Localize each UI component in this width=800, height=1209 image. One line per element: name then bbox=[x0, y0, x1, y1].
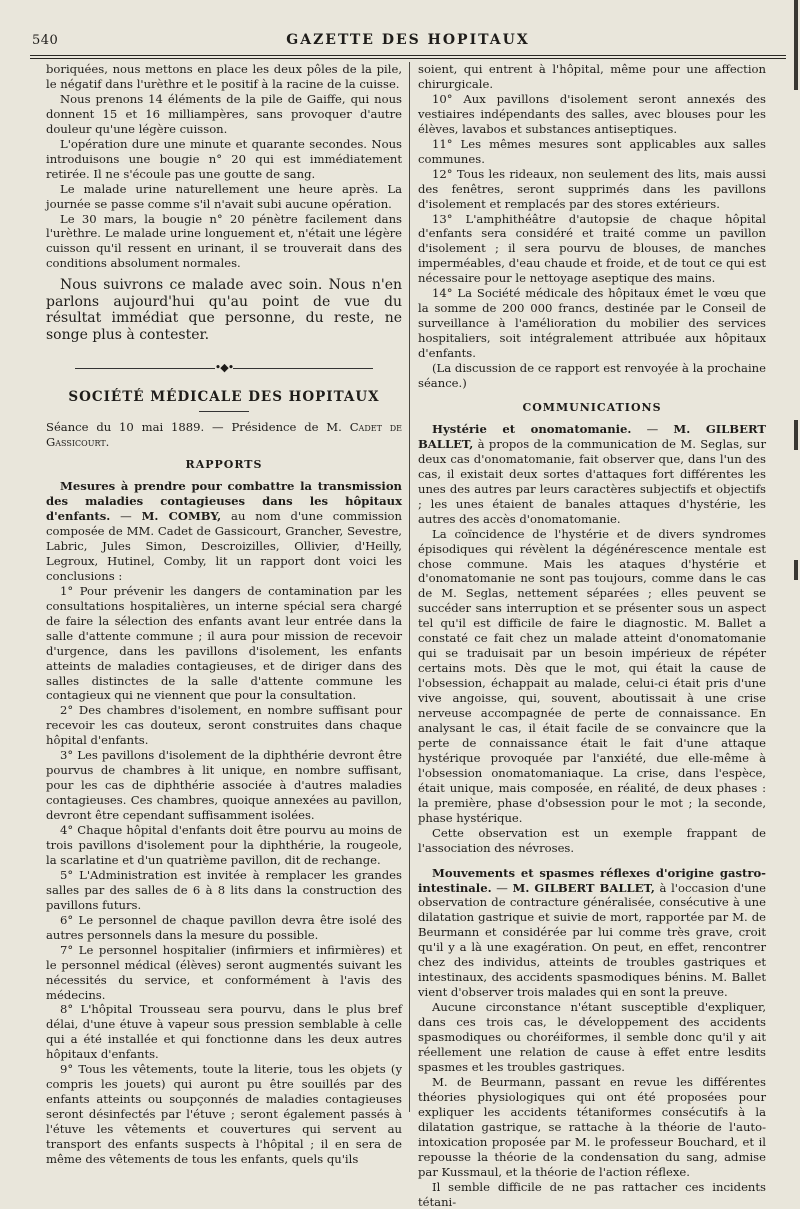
paragraph: Aucune circonstance n'étant susceptible d'expliquer, dans ces trois cas, le développement des accidents spasmodiques ou choréiformes, il semble donc qu'il y ait réellement une relation de cause à effet entre lesdits spasmes et les troubles gastriques. bbox=[418, 1000, 766, 1074]
list-item: 5° L'Administration est invitée à remplacer les grandes salles par des salles de 6 à 8 lits dans la construction des pavillons futurs. bbox=[46, 867, 402, 912]
section-heading: SOCIÉTÉ MÉDICALE DES HOPITAUX bbox=[68, 389, 380, 406]
list-item: 11° Les mêmes mesures sont applicables aux salles communes. bbox=[418, 136, 766, 166]
paragraph: M. de Beurmann, passant en revue les différentes théories physiologiques qui ont été proposées pour expliquer les accidents tétaniformes consécutifs à la dilatation gastrique, se rattache à la théorie de l'auto-intoxication proposée par M. le professeur Bouchard, et il repousse la théorie de la condensation du sang, admise par Kussmaul, et la théorie de l'action réflexe. bbox=[418, 1074, 766, 1179]
left-column bbox=[46, 62, 402, 1167]
list-item: 14° La Société médicale des hôpitaux émet le vœu que la somme de 200 000 francs, destinée par le Conseil de surveillance à l'amélioration du mobilier des services hospitaliers, soit intégralement attribuée aux hôpitaux d'enfants. bbox=[418, 286, 766, 361]
list-item: 3° Les pavillons d'isolement de la diphthérie devront être pourvus de chambres à lit unique, en nombre suffisant, pour les cas de diphthérie associée à d'autres maladies contagieuses. Ces chambres, quoique annexées au pavillon, devront être cependant suffisamment isolées. bbox=[46, 748, 402, 823]
scan-edge-mark bbox=[794, 420, 798, 450]
list-item: 4° Chaque hôpital d'enfants doit être pourvu au moins de trois pavillons d'isolement pour la diphthérie, la rougeole, la scarlatine et d'un quatrième pavillon, dit de rechange. bbox=[46, 823, 402, 867]
ornament-divider: •◆• bbox=[46, 361, 402, 376]
spacer bbox=[418, 856, 766, 866]
page-number: 540 bbox=[32, 33, 59, 48]
list-item: (La discussion de ce rapport est renvoyée à la prochaine séance.) bbox=[418, 361, 766, 391]
subsection-heading: COMMUNICATIONS bbox=[522, 400, 662, 414]
list-item: 8° L'hôpital Trousseau sera pourvu, dans le plus bref délai, d'une étuve à vapeur sous pression semblable à celle qui a été installée et qui fonctionne dans les deux autres hôpitaux d'enfants. bbox=[46, 1002, 402, 1062]
list-item: 10° Aux pavillons d'isolement seront annexés des vestiaires indépendants des salles, avec blouses pour les élèves, lavabos et substances antiseptiques. bbox=[418, 91, 766, 136]
subsection-heading: RAPPORTS bbox=[185, 458, 263, 472]
paragraph: Le malade urine naturellement une heure après. La journée se passe comme s'il n'avait subi aucune opération. bbox=[46, 181, 402, 211]
paragraph: La coïncidence de l'hystérie et de divers syndromes épisodiques qui révèlent la dégénérescence mentale est chose commune. Mais les ataques d'hystérie et d'onomatomanie ne sont pas toujours, comme dans le cas de M. Seglas, nettement séparées ; elles peuvent se succéder sans interruption et se présenter sous un aspect tel qu'il est difficile de faire le diagnostic. M. Ballet a constaté ce fait chez un malade atteint d'onomatomanie qui se traduisait par un besoin impérieux de répéter certains mots. Dès que le mot, qui était la cause de l'obsession, échappait au malade, celui-ci était pris d'une vive angoisse, qui, souvent, aboutissait à une crise nerveuse accompagnée de perte de connaissance. En analysant le cas, il était facile de se convaincre que la perte de connaissance était le fait d'une attaque hystérique provoquée par l'anxiété, due elle-même à l'obsession onomatomaniaque. La crise, dans l'espèce, était unique, mais composée, en réalité, de deux phases : la première, phase d'obsession pour le mot ; la seconde, phase hystérique. bbox=[418, 526, 766, 825]
running-title: GAZETTE DES HOPITAUX bbox=[286, 32, 530, 48]
list-item: 13° L'amphithéâtre d'autopsie de chaque hôpital d'enfants sera considéré et traité comme un pavillon d'isolement ; il sera pourvu de blouses, de manches imperméables, d'eau chaude et froide, et de tout ce qui est nécessaire pour le nettoyage aseptique des mains. bbox=[418, 211, 766, 286]
closing-paragraph: Nous suivrons ce malade avec soin. Nous n'en parlons aujourd'hui qu'au point de vue du résultat immédiat que personne, du reste, ne songe plus à contester. bbox=[46, 277, 402, 343]
heading-rule bbox=[199, 411, 249, 412]
paragraph: Le 30 mars, la bougie n° 20 pénètre facilement dans l'urèthre. Le malade urine longuement et, n'était une légère cuisson qu'il ressent en urinant, il se trouverait dans des conditions absolument normales. bbox=[46, 211, 402, 271]
list-item: 2° Des chambres d'isolement, en nombre suffisant pour recevoir les cas douteux, seront construites dans chaque hôpital d'enfants. bbox=[46, 703, 402, 748]
list-item: 1° Pour prévenir les dangers de contamination par les consultations hospitalières, un interne spécial sera chargé de faire la sélection des enfants avant leur entrée dans la salle d'attente commune ; il aura pour mission de recevoir d'urgence, dans les pavillons d'isolement, les enfants atteints de maladies contagieuses, et de diriger dans des salles distinctes de la salle d'attente commune les contagieux qui ne viennent que pour la consultation. bbox=[46, 583, 402, 703]
column-divider bbox=[409, 62, 410, 1112]
seance-line: Séance du 10 mai 1889. — Présidence de M. Cadet de Gassicourt. bbox=[46, 420, 402, 450]
hysteria-paragraph: Hystérie et onomatomanie. — M. GILBERT BALLET, à propos de la communication de M. Seglas, sur deux cas d'onomatomanie, fait observer que, dans l'un des cas, il existait deux sortes d'attaques fort différentes les unes des autres par leurs caractères subjectifs et objectifs ; les unes étaient de banales attaques d'hystérie, les autres des accès d'onomatomanie. bbox=[418, 421, 767, 526]
paragraph: Nous prenons 14 éléments de la pile de Gaiffe, qui nous donnent 15 et 16 milliampères, sans provoquer d'autre douleur qu'une légère cuisson. bbox=[46, 91, 402, 136]
header-rule bbox=[30, 55, 786, 56]
page-header bbox=[30, 28, 786, 52]
header-rule-thin bbox=[30, 58, 786, 59]
paragraph: L'opération dure une minute et quarante secondes. Nous introduisons une bougie n° 20 qui est immédiatement retirée. Il ne s'écoule pas une goutte de sang. bbox=[46, 136, 402, 181]
scan-edge-mark bbox=[794, 560, 798, 580]
movements-paragraph: Mouvements et spasmes réflexes d'origine gastro-intestinale. — M. GILBERT BALLET, à l'occasion d'une observation de contracture généralisée, consécutive à une dilatation gastrique et suivie de mort, rapportée par M. de Beurmann et considérée par lui comme très grave, croit qu'il y a là une exagération. On peut, en effet, rencontrer chez des individus, atteints de troubles gastriques et intestinaux, des accidents spasmodiques bénins. M. Ballet vient d'observer trois malades qui en sont la preuve. bbox=[418, 865, 766, 1000]
paragraph: Il semble difficile de ne pas rattacher ces incidents tétani- bbox=[418, 1179, 766, 1209]
list-item: 7° Le personnel hospitalier (infirmiers et infirmières) et le personnel médical (élèves) seront augmentés suivant les nécessités du service, et conformément à l'avis des médecins. bbox=[46, 942, 402, 1002]
list-item: 12° Tous les rideaux, non seulement des lits, mais aussi des fenêtres, seront supprimés dans les pavillons d'isolement et remplacés par des stores extérieurs. bbox=[418, 166, 766, 211]
paragraph: boriquées, nous mettons en place les deux pôles de la pile, le négatif dans l'urèthre et le positif à la racine de la cuisse. bbox=[46, 62, 402, 91]
scan-edge-mark bbox=[794, 0, 798, 90]
right-column bbox=[418, 62, 766, 1209]
report-intro: Mesures à prendre pour combattre la transmission des maladies contagieuses dans les hôpitaux d'enfants. — M. COMBY, au nom d'une commission composée de MM. Cadet de Gassicourt, Grancher, Sevestre, Labric, Jules Simon, Descroizilles, Ollivier, d'Heilly, Legroux, Hutinel, Comby, lit un rapport dont voici les conclusions : bbox=[46, 479, 403, 583]
list-item: soient, qui entrent à l'hôpital, même pour une affection chirurgicale. bbox=[418, 62, 766, 91]
list-item: 9° Tous les vêtements, toute la literie, tous les objets (y compris les jouets) qui auront pu être souillés par des enfants atteints ou soupçonnés de maladies contagieuses seront désinfectés par l'étuve ; seront également passés à l'étuve les vêtements et couvertures qui servent au transport des enfants suspects à l'hôpital ; il en sera de même des vêtements de tous les enfants, quels qu'ils bbox=[46, 1062, 402, 1166]
paragraph: Cette observation est un exemple frappant de l'association des névroses. bbox=[418, 825, 766, 855]
list-item: 6° Le personnel de chaque pavillon devra être isolé des autres personnels dans la mesure du possible. bbox=[46, 912, 402, 942]
